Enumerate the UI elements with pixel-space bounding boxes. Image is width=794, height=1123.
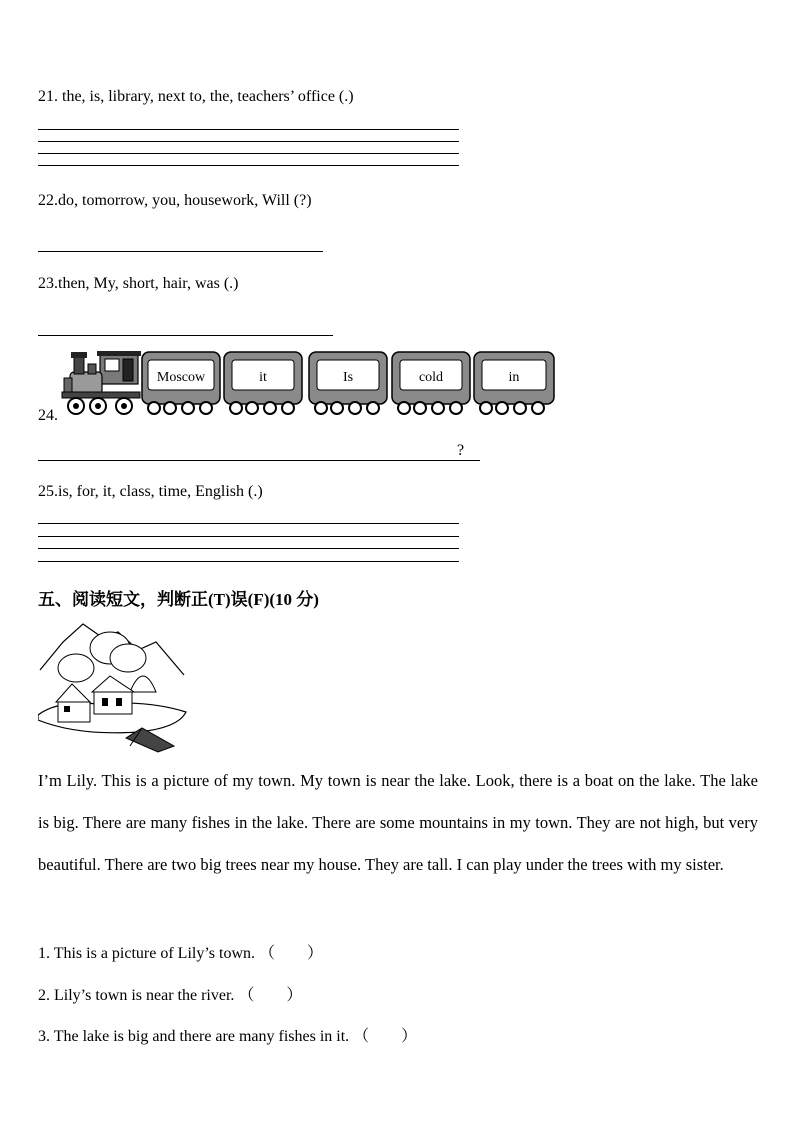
question-25: 25.is, for, it, class, time, English (.) <box>38 483 263 500</box>
answer-line[interactable] <box>38 460 480 461</box>
tf-item[interactable]: 3. The lake is big and there are many fishes in it. （ ） <box>38 1028 418 1045</box>
train-car-word: cold <box>418 370 444 385</box>
question-23: 23.then, My, short, hair, was (.) <box>38 275 239 292</box>
answer-line[interactable] <box>38 523 459 524</box>
train-car <box>309 352 387 414</box>
train-car-word: it <box>259 370 267 385</box>
answer-line[interactable] <box>38 536 459 537</box>
train-car-word: Moscow <box>156 370 206 385</box>
answer-line[interactable] <box>38 153 459 154</box>
tf-item[interactable]: 2. Lily’s town is near the river. （ ） <box>38 987 303 1004</box>
train-car <box>224 352 302 414</box>
train-car <box>474 352 554 414</box>
train-car <box>142 352 220 414</box>
locomotive-icon <box>62 351 141 414</box>
answer-line[interactable] <box>38 335 333 336</box>
question-mark: ? <box>457 442 465 459</box>
question-22: 22.do, tomorrow, you, housework, Will (?) <box>38 192 312 209</box>
answer-line[interactable] <box>38 141 459 142</box>
train-illustration <box>60 348 560 420</box>
answer-line[interactable] <box>38 251 323 252</box>
train-car <box>392 352 470 414</box>
answer-line[interactable] <box>38 561 459 562</box>
answer-line[interactable] <box>38 165 459 166</box>
answer-line[interactable] <box>38 129 459 130</box>
town-picture <box>38 620 188 755</box>
question-24-number: 24. <box>38 407 58 424</box>
train-car-word: Is <box>342 370 354 385</box>
reading-passage: I’m Lily. This is a picture of my town. My town is near the lake. Look, there is a boat on the lake. The lake is big. There are many fishes in the lake. There are some mountains in my town. They are not high, but very beautiful. There are two big trees near my house. They are tall. I can play under the trees with my sister. <box>38 771 758 874</box>
tf-item[interactable]: 1. This is a picture of Lily’s town. （ ） <box>38 945 324 962</box>
question-21: 21. the, is, library, next to, the, teachers’ office (.) <box>38 88 354 105</box>
section-heading: 五、阅读短文，判断正(T)误(F)(10 分) <box>38 590 319 609</box>
train-car-word: in <box>508 370 520 385</box>
answer-line[interactable] <box>38 548 459 549</box>
